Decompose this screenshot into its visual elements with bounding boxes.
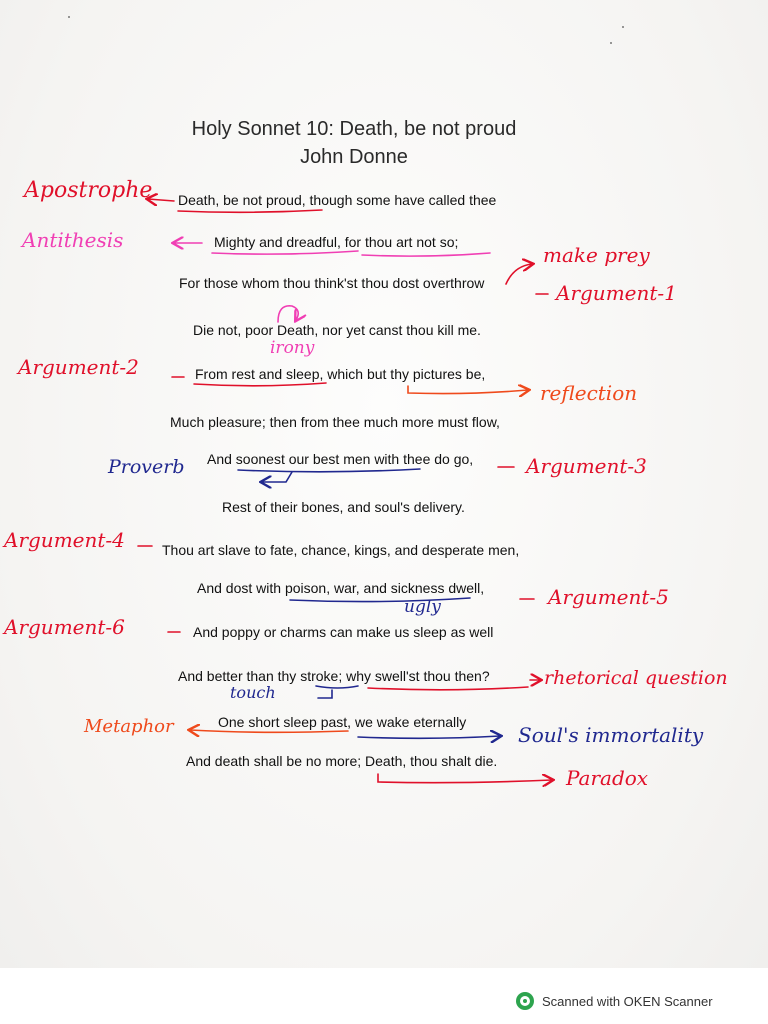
- underline-from-rest-and-sleep: [194, 383, 326, 386]
- annotation-proverb: Proverb: [108, 456, 185, 478]
- poem-line-3: For those whom thou think'st thou dost overthrow: [179, 275, 485, 291]
- annotation-make-prey: make prey: [543, 243, 650, 267]
- poem-line-10: And dost with poison, war, and sickness dwell,: [197, 580, 485, 596]
- annotation-antithesis: Antithesis: [22, 228, 124, 252]
- poem-author: John Donne: [300, 146, 408, 168]
- poem-line-7: And soonest our best men with thee do go,: [207, 451, 474, 467]
- arrow-to-reflection: [408, 386, 528, 394]
- underline-stroke: [316, 686, 358, 688]
- curve-arrow-poor-death: [278, 306, 298, 322]
- poem-line-5: From rest and sleep, which but thy pictures be,: [195, 366, 486, 382]
- arrow-to-apostrophe: [148, 199, 174, 201]
- annotation-touch: touch: [230, 683, 276, 702]
- annotation-rhetorical-question: rhetorical question: [544, 667, 728, 689]
- underline-mighty-and-dreadful: [212, 251, 358, 254]
- poem-line-1: Death, be not proud, though some have called thee: [178, 192, 497, 208]
- underline-death-be-not-proud: [178, 210, 322, 212]
- poem-line-8: Rest of their bones, and soul's delivery.: [222, 499, 465, 515]
- annotation-paradox: Paradox: [566, 766, 649, 790]
- poem-title: Holy Sonnet 10: Death, be not proud: [191, 118, 517, 140]
- annotation-argument-2: Argument-2: [18, 355, 139, 379]
- poem-line-13: One short sleep past, we wake eternally: [218, 714, 467, 730]
- poem-line-4: Die not, poor Death, nor yet canst thou kill me.: [193, 322, 481, 338]
- underline-why-swellst-thou: [368, 687, 528, 690]
- arrow-to-make-prey: [506, 264, 532, 284]
- annotation-metaphor: Metaphor: [84, 716, 174, 737]
- annotation-apostrophe: Apostrophe: [24, 178, 153, 203]
- oken-scanner-logo-icon: [516, 992, 534, 1010]
- annotation-souls-immortality: Soul's immortality: [518, 723, 704, 747]
- annotation-ugly: ugly: [404, 597, 441, 617]
- annotation-argument-5: Argument-5: [548, 585, 669, 609]
- annotation-argument-3: Argument-3: [526, 454, 647, 478]
- poem-line-11: And poppy or charms can make us sleep as well: [193, 624, 494, 640]
- underline-for-thou-art-not-so: [362, 253, 490, 256]
- hook-under-stroke: [318, 690, 332, 698]
- poem-line-12: And better than thy stroke; why swell'st thou then?: [178, 668, 490, 684]
- arrow-to-paradox: [378, 774, 552, 783]
- annotation-argument-6: Argument-6: [4, 615, 125, 639]
- poem-line-2: Mighty and dreadful, for thou art not so;: [214, 234, 459, 250]
- poem-line-14: And death shall be no more; Death, thou shalt die.: [186, 753, 498, 769]
- arrow-to-metaphor: [190, 730, 348, 732]
- annotation-argument-1: Argument-1: [556, 281, 677, 305]
- annotation-reflection: reflection: [540, 381, 638, 405]
- scanner-watermark-text: Scanned with OKEN Scanner: [542, 993, 713, 1009]
- poem-line-6: Much pleasure; then from thee much more must flow,: [170, 414, 500, 430]
- scanner-footer: [516, 991, 713, 1011]
- arrow-to-souls-immortality: [358, 736, 500, 738]
- annotation-argument-4: Argument-4: [4, 528, 125, 552]
- arrow-to-proverb: [262, 472, 292, 482]
- annotation-irony: irony: [270, 338, 315, 358]
- underline-soonest-our-best-men: [238, 469, 420, 472]
- poem-line-9: Thou art slave to fate, chance, kings, and desperate men,: [162, 542, 520, 558]
- underline-poison-war-sickness: [290, 598, 470, 602]
